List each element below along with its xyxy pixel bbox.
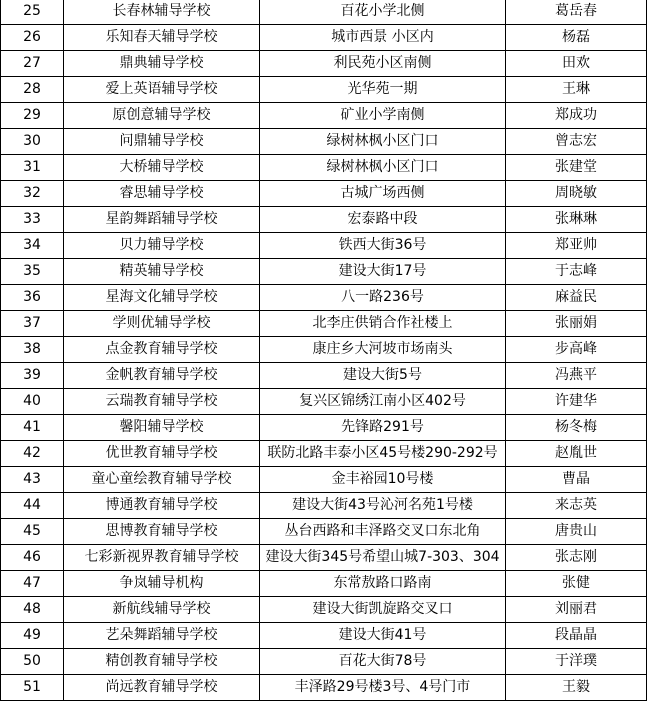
contact-person-cell: 冯燕平 — [506, 363, 647, 389]
address-cell: 矿业小学南侧 — [260, 103, 506, 129]
address-cell: 丰泽路29号楼3号、4号门市 — [260, 675, 506, 701]
table-row — [1, 181, 647, 207]
address-cell: 建设大街41号 — [260, 623, 506, 649]
table-row — [1, 441, 647, 467]
address-cell: 东常敖路口路南 — [260, 571, 506, 597]
school-name-cell: 问鼎辅导学校 — [64, 129, 260, 155]
row-number-cell: 40 — [1, 389, 64, 415]
table-row — [1, 467, 647, 493]
contact-person-cell: 刘丽君 — [506, 597, 647, 623]
address-cell: 建设大街17号 — [260, 259, 506, 285]
address-cell: 绿树林枫小区门口 — [260, 129, 506, 155]
table-row — [1, 0, 647, 25]
school-name-cell: 童心童绘教育辅导学校 — [64, 467, 260, 493]
school-name-cell: 点金教育辅导学校 — [64, 337, 260, 363]
row-number-cell: 33 — [1, 207, 64, 233]
contact-person-cell: 张健 — [506, 571, 647, 597]
school-name-cell: 星韵舞蹈辅导学校 — [64, 207, 260, 233]
row-number-cell: 43 — [1, 467, 64, 493]
contact-person-cell: 步高峰 — [506, 337, 647, 363]
contact-person-cell: 杨磊 — [506, 25, 647, 51]
row-number-cell: 41 — [1, 415, 64, 441]
row-number-cell: 37 — [1, 311, 64, 337]
school-name-cell: 长春林辅导学校 — [64, 0, 260, 25]
table-row — [1, 493, 647, 519]
address-cell: 复兴区锦绣江南小区402号 — [260, 389, 506, 415]
contact-person-cell: 曾志宏 — [506, 129, 647, 155]
row-number-cell: 28 — [1, 77, 64, 103]
table-row — [1, 389, 647, 415]
row-number-cell: 42 — [1, 441, 64, 467]
row-number-cell: 34 — [1, 233, 64, 259]
address-cell: 利民苑小区南侧 — [260, 51, 506, 77]
school-name-cell: 爱上英语辅导学校 — [64, 77, 260, 103]
address-cell: 建设大街5号 — [260, 363, 506, 389]
address-cell: 联防北路丰泰小区45号楼290-292号 — [260, 441, 506, 467]
school-name-cell: 乐知春天辅导学校 — [64, 25, 260, 51]
row-number-cell: 30 — [1, 129, 64, 155]
table-row — [1, 415, 647, 441]
row-number-cell: 39 — [1, 363, 64, 389]
table-row — [1, 337, 647, 363]
table-row — [1, 285, 647, 311]
contact-person-cell: 郑成功 — [506, 103, 647, 129]
contact-person-cell: 赵胤世 — [506, 441, 647, 467]
table-row — [1, 233, 647, 259]
address-cell: 金丰裕园10号楼 — [260, 467, 506, 493]
address-cell: 古城广场西侧 — [260, 181, 506, 207]
address-cell: 北李庄供销合作社楼上 — [260, 311, 506, 337]
table-row — [1, 675, 647, 701]
school-name-cell: 云瑞教育辅导学校 — [64, 389, 260, 415]
address-cell: 绿树林枫小区门口 — [260, 155, 506, 181]
row-number-cell: 49 — [1, 623, 64, 649]
school-name-cell: 争岚辅导机构 — [64, 571, 260, 597]
table-row — [1, 311, 647, 337]
school-name-cell: 馨阳辅导学校 — [64, 415, 260, 441]
contact-person-cell: 于志峰 — [506, 259, 647, 285]
contact-person-cell: 麻益民 — [506, 285, 647, 311]
table-row — [1, 51, 647, 77]
row-number-cell: 25 — [1, 0, 64, 25]
contact-person-cell: 葛岳春 — [506, 0, 647, 25]
table-row — [1, 77, 647, 103]
school-name-cell: 学则优辅导学校 — [64, 311, 260, 337]
school-name-cell: 新航线辅导学校 — [64, 597, 260, 623]
row-number-cell: 48 — [1, 597, 64, 623]
row-number-cell: 29 — [1, 103, 64, 129]
school-name-cell: 精创教育辅导学校 — [64, 649, 260, 675]
address-cell: 康庄乡大河坡市场南头 — [260, 337, 506, 363]
school-name-cell: 金帆教育辅导学校 — [64, 363, 260, 389]
contact-person-cell: 张志刚 — [506, 545, 647, 571]
table-row — [1, 155, 647, 181]
school-name-cell: 思博教育辅导学校 — [64, 519, 260, 545]
school-name-cell: 精英辅导学校 — [64, 259, 260, 285]
school-name-cell: 优世教育辅导学校 — [64, 441, 260, 467]
address-cell: 铁西大街36号 — [260, 233, 506, 259]
contact-person-cell: 于洋璞 — [506, 649, 647, 675]
address-cell: 宏泰路中段 — [260, 207, 506, 233]
address-cell: 百花小学北侧 — [260, 0, 506, 25]
contact-person-cell: 郑亚帅 — [506, 233, 647, 259]
address-cell: 百花大街78号 — [260, 649, 506, 675]
contact-person-cell: 张建堂 — [506, 155, 647, 181]
school-name-cell: 七彩新视界教育辅导学校 — [64, 545, 260, 571]
table-row — [1, 363, 647, 389]
school-name-cell: 博通教育辅导学校 — [64, 493, 260, 519]
row-number-cell: 26 — [1, 25, 64, 51]
contact-person-cell: 王琳 — [506, 77, 647, 103]
row-number-cell: 32 — [1, 181, 64, 207]
contact-person-cell: 王毅 — [506, 675, 647, 701]
row-number-cell: 46 — [1, 545, 64, 571]
row-number-cell: 35 — [1, 259, 64, 285]
table-row — [1, 545, 647, 571]
table-row — [1, 597, 647, 623]
address-cell: 丛台西路和丰泽路交叉口东北角 — [260, 519, 506, 545]
address-cell: 光华苑一期 — [260, 77, 506, 103]
row-number-cell: 36 — [1, 285, 64, 311]
contact-person-cell: 曹晶 — [506, 467, 647, 493]
row-number-cell: 31 — [1, 155, 64, 181]
row-number-cell: 50 — [1, 649, 64, 675]
row-number-cell: 47 — [1, 571, 64, 597]
table-row — [1, 571, 647, 597]
school-name-cell: 鼎典辅导学校 — [64, 51, 260, 77]
address-cell: 建设大街345号希望山城7-303、304 — [260, 545, 506, 571]
address-cell: 建设大街凯旋路交叉口 — [260, 597, 506, 623]
contact-person-cell: 张琳琳 — [506, 207, 647, 233]
contact-person-cell: 许建华 — [506, 389, 647, 415]
table-row — [1, 649, 647, 675]
address-cell: 八一路236号 — [260, 285, 506, 311]
school-name-cell: 大桥辅导学校 — [64, 155, 260, 181]
contact-person-cell: 来志英 — [506, 493, 647, 519]
school-name-cell: 星海文化辅导学校 — [64, 285, 260, 311]
row-number-cell: 51 — [1, 675, 64, 701]
school-name-cell: 原创意辅导学校 — [64, 103, 260, 129]
school-name-cell: 尚远教育辅导学校 — [64, 675, 260, 701]
table-row — [1, 129, 647, 155]
school-name-cell: 睿思辅导学校 — [64, 181, 260, 207]
row-number-cell: 44 — [1, 493, 64, 519]
contact-person-cell: 周晓敏 — [506, 181, 647, 207]
table-row — [1, 25, 647, 51]
contact-person-cell: 段晶晶 — [506, 623, 647, 649]
contact-person-cell: 杨冬梅 — [506, 415, 647, 441]
table-row — [1, 259, 647, 285]
address-cell: 建设大街43号沁河名苑1号楼 — [260, 493, 506, 519]
row-number-cell: 27 — [1, 51, 64, 77]
table-row — [1, 519, 647, 545]
contact-person-cell: 张丽娟 — [506, 311, 647, 337]
contact-person-cell: 田欢 — [506, 51, 647, 77]
table-body — [1, 0, 647, 701]
school-name-cell: 艺朵舞蹈辅导学校 — [64, 623, 260, 649]
address-cell: 先锋路291号 — [260, 415, 506, 441]
address-cell: 城市西景 小区内 — [260, 25, 506, 51]
table-row — [1, 103, 647, 129]
contact-person-cell: 唐贵山 — [506, 519, 647, 545]
school-name-cell: 贝力辅导学校 — [64, 233, 260, 259]
table-row — [1, 623, 647, 649]
table-row — [1, 207, 647, 233]
row-number-cell: 38 — [1, 337, 64, 363]
row-number-cell: 45 — [1, 519, 64, 545]
